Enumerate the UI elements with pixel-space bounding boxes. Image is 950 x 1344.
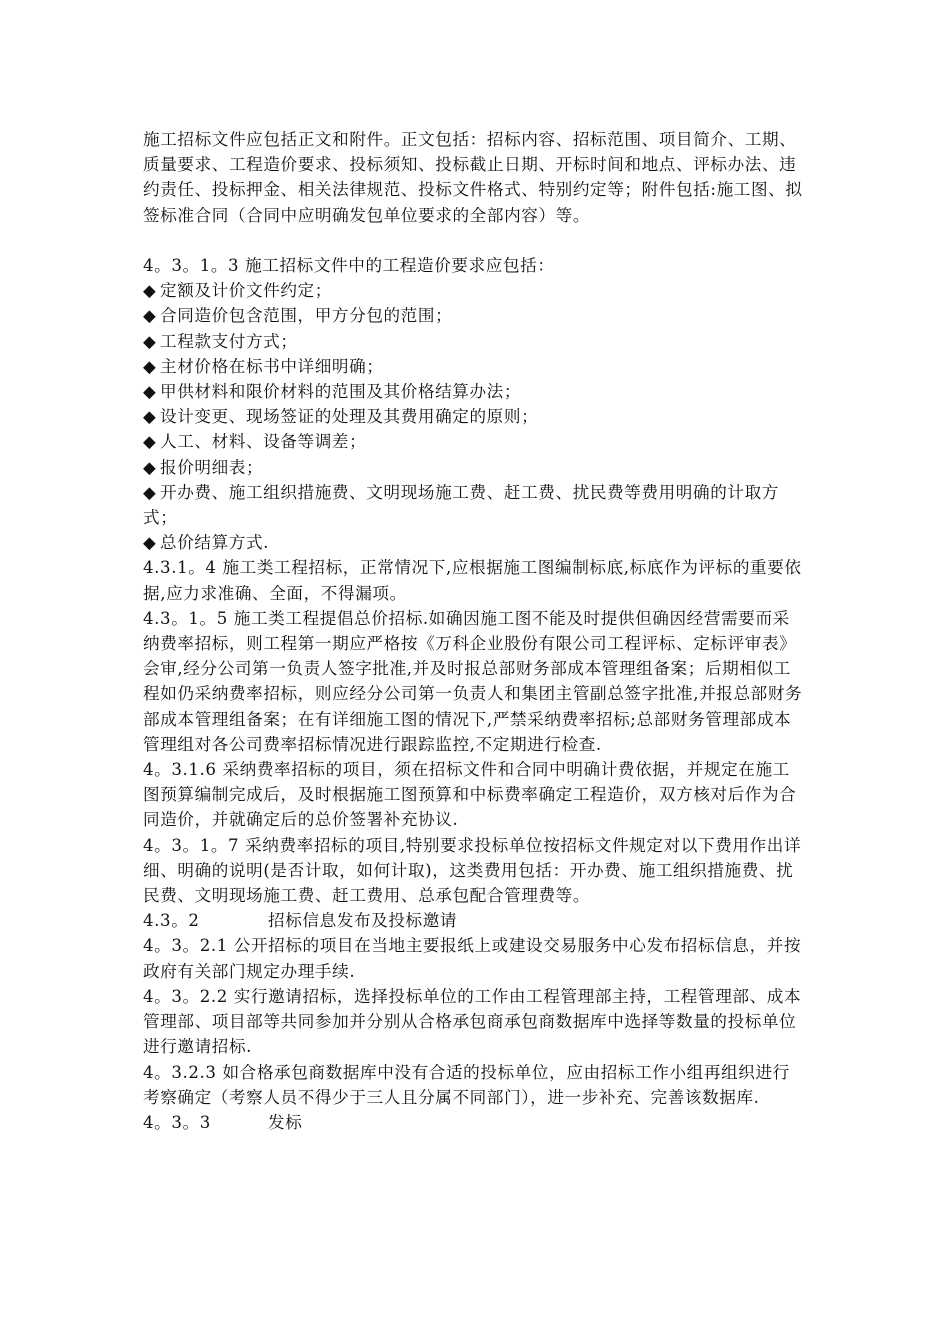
section-number: 4。3。3 (143, 1112, 211, 1132)
diamond-bullet-icon: ◆ (143, 382, 157, 402)
list-item (143, 480, 803, 530)
section-heading-4-3-3 (143, 1110, 803, 1135)
section-title: 招标信息发布及投标邀请 (268, 911, 458, 931)
paragraph-gap (143, 228, 803, 253)
requirements-list (143, 278, 803, 555)
section-number: 4.3。2 (143, 911, 200, 931)
paragraph-4-3-1-5: 4.3。1。5 施工类工程提倡总价招标.如确因施工图不能及时提供但确因经营需要而采纳费率招标，则工程第一期应严格按《万科企业股份有限公司工程评标、定标评审表》会审,经分公司第一负责人签字批准,并及时报总部财务部成本管理组备案；后期相似工程如仍采纳费率招标，则应经分公司第一负责人和集团主管副总签字批准,并报总部财务部成本管理组备案；在有详细施工图的情况下,严禁采纳费率招标;总部财务管理部成本管理组对各公司费率招标情况进行跟踪监控,不定期进行检查. (143, 608, 803, 754)
intro-paragraph: 施工招标文件应包括正文和附件。正文包括：招标内容、招标范围、项目简介、工期、质量要求、工程造价要求、投标须知、投标截止日期、开标时间和地点、评标办法、违约责任、投标押金、相关法律规范、投标文件格式、特别约定等；附件包括:施工图、拟签标准合同（合同中应明确发包单位要求的全部内容）等。 (143, 130, 803, 225)
list-item (143, 303, 803, 328)
list-item-text: 总价结算方式. (160, 533, 270, 553)
list-item (143, 329, 803, 354)
section-heading-4-3-2 (143, 908, 803, 933)
diamond-bullet-icon: ◆ (143, 356, 157, 376)
list-item (143, 379, 803, 404)
paragraph-4-3-1-4: 4.3.1。4 施工类工程招标，正常情况下,应根据施工图编制标底,标底作为评标的重要依据,应力求准确、全面，不得漏项。 (143, 558, 802, 603)
section-heading-4-3-1-3: 4。3。1。3 施工招标文件中的工程造价要求应包括： (143, 256, 555, 275)
paragraph-4-3-2-1: 4。3。2.1 公开招标的项目在当地主要报纸上或建设交易服务中心发布招标信息，并按政府有关部门规定办理手续. (143, 936, 802, 981)
list-item (143, 404, 803, 429)
list-item-text: 定额及计价文件约定； (160, 281, 332, 301)
list-item-text: 合同造价包含范围，甲方分包的范围； (160, 306, 453, 326)
diamond-bullet-icon: ◆ (143, 432, 157, 452)
list-item-text: 主材价格在标书中详细明确； (160, 356, 384, 376)
section-title: 发标 (268, 1112, 303, 1132)
list-item (143, 455, 803, 480)
diamond-bullet-icon: ◆ (143, 533, 157, 553)
paragraph-4-3-2-2: 4。3。2.2 实行邀请招标，选择投标单位的工作由工程管理部主持，工程管理部、成本管理部、项目部等共同参加并分别从合格承包商承包商数据库中选择等数量的投标单位进行邀请招标. (143, 986, 802, 1057)
diamond-bullet-icon: ◆ (143, 331, 157, 351)
list-item-text: 人工、材料、设备等调差； (160, 432, 367, 452)
diamond-bullet-icon: ◆ (143, 407, 157, 427)
paragraph-4-3-2-3: 4。3.2.3 如合格承包商数据库中没有合适的投标单位，应由招标工作小组再组织进行考察确定（考察人员不得少于三人且分属不同部门），进一步补充、完善该数据库. (143, 1062, 790, 1107)
diamond-bullet-icon: ◆ (143, 457, 157, 477)
list-item-text: 工程款支付方式； (160, 331, 298, 351)
paragraph-4-3-1-7: 4。3。1。7 采纳费率招标的项目,特别要求投标单位按招标文件规定对以下费用作出详细、明确的说明(是否计取，如何计取)，这类费用包括：开办费、施工组织措施费、扰民费、文明现场施工费、赶工费用、总承包配合管理费等。 (143, 835, 802, 906)
list-item (143, 354, 803, 379)
diamond-bullet-icon: ◆ (143, 306, 157, 326)
list-item (143, 278, 803, 303)
list-item (143, 530, 803, 555)
list-item (143, 429, 803, 454)
diamond-bullet-icon: ◆ (143, 281, 157, 301)
paragraph-4-3-1-6: 4。3.1.6 采纳费率招标的项目，须在招标文件和合同中明确计费依据，并规定在施工图预算编制完成后，及时根据施工图预算和中标费率确定工程造价，双方核对后作为合同造价，并就确定后的总价签署补充协议. (143, 760, 797, 830)
document-body (143, 127, 803, 1135)
diamond-bullet-icon: ◆ (143, 482, 157, 502)
list-item-text: 设计变更、现场签证的处理及其费用确定的原则； (160, 407, 539, 427)
list-item-text: 甲供材料和限价材料的范围及其价格结算办法； (160, 382, 522, 402)
list-item-text: 报价明细表； (160, 457, 264, 477)
list-item-text: 开办费、施工组织措施费、文明现场施工费、赶工费、扰民费等费用明确的计取方式； (143, 482, 779, 528)
